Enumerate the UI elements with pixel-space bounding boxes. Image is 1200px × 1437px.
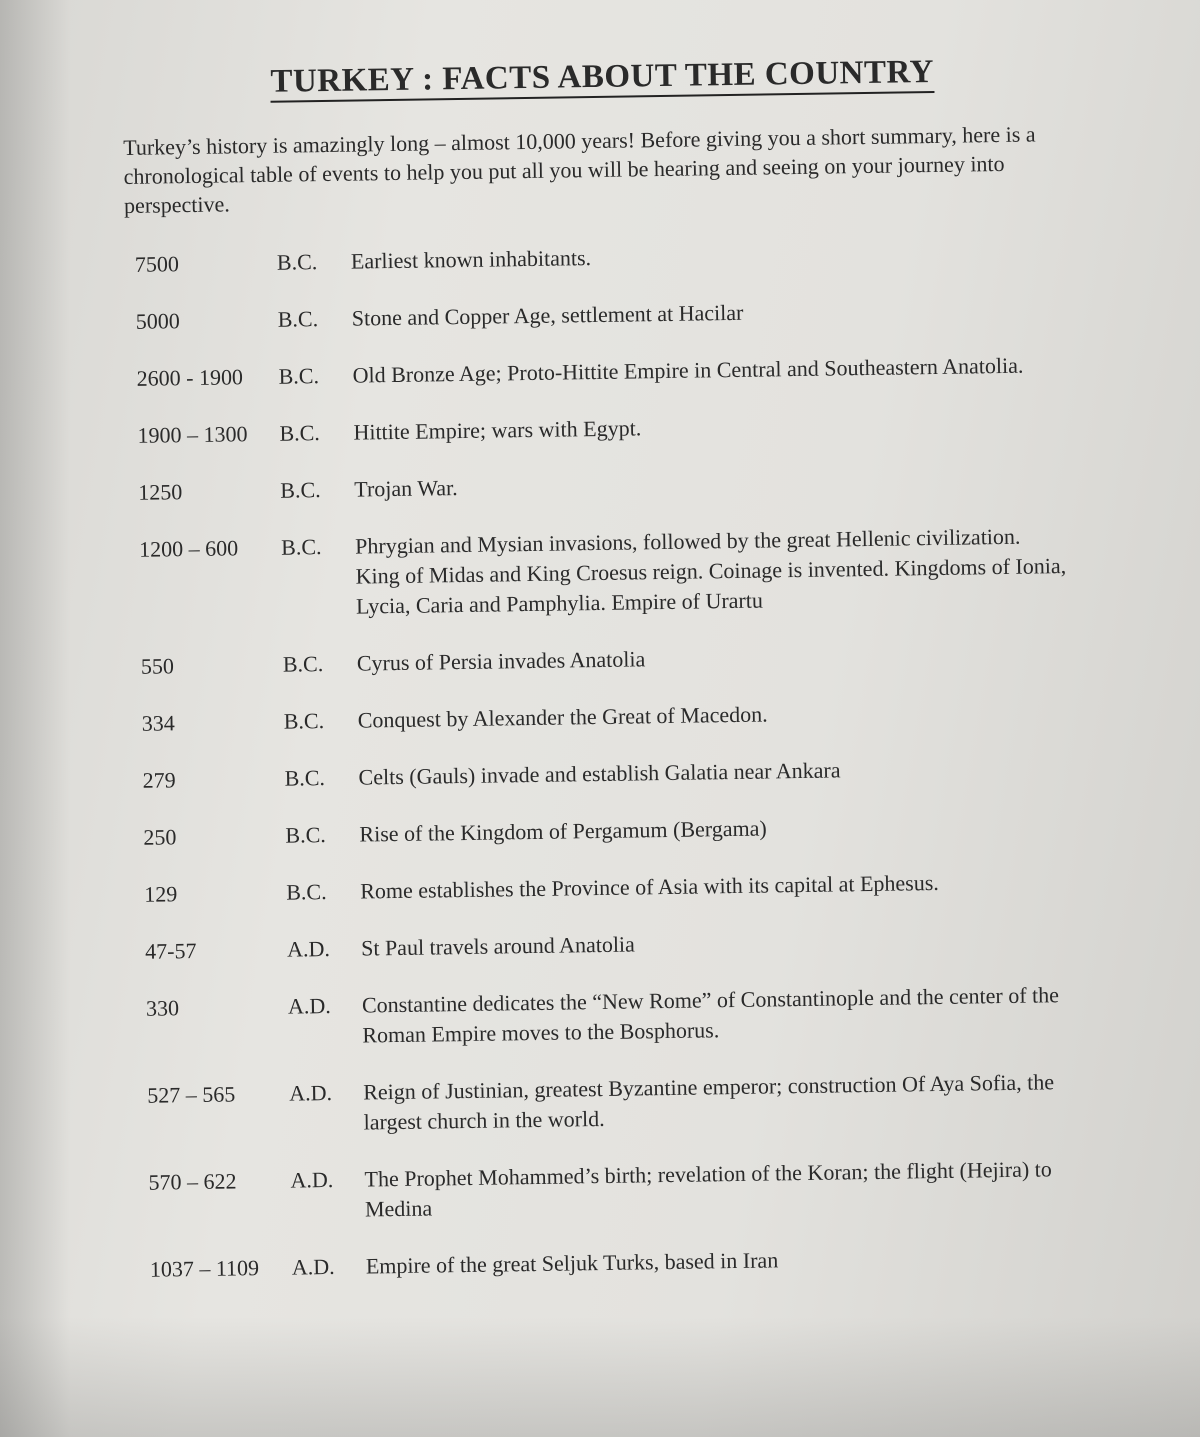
- chronology-row: [135, 923, 1075, 967]
- chronology-row: [133, 809, 1073, 853]
- page-title: [222, 53, 982, 101]
- event-era: B.C.: [285, 822, 326, 848]
- event-era: B.C.: [280, 477, 321, 503]
- event-year: 1900 – 1300: [137, 421, 248, 448]
- event-era: B.C.: [286, 879, 327, 905]
- chronology-row: [128, 464, 1068, 508]
- event-description: Rome establishes the Province of Asia with its capital at Ephesus.: [360, 869, 940, 904]
- chronology-row: [134, 866, 1074, 910]
- event-era: B.C.: [278, 363, 320, 389]
- event-description: St Paul travels around Anatolia: [360, 931, 636, 961]
- event-year: 47-57: [144, 937, 197, 964]
- event-year: 570 – 622: [148, 1168, 237, 1195]
- event-description: Trojan War.: [354, 475, 458, 502]
- page-title-text: TURKEY : FACTS ABOUT THE COUNTRY: [270, 54, 934, 103]
- event-description: Celts (Gauls) invade and establish Galatia near Ankara: [358, 757, 841, 790]
- event-year: 250: [143, 824, 177, 850]
- event-year: 7500: [134, 251, 180, 277]
- event-description: Phrygian and Mysian invasions, followed by the great Hellenic civilization. King of Midas and King Croesus reign. Coinage is invented. Kingdoms of Ionia, Lycia, Caria and Pamphylia. Empire of Urartu: [354, 523, 1067, 619]
- event-era: B.C.: [284, 765, 326, 791]
- event-year: 1200 – 600: [138, 535, 239, 562]
- event-era: B.C.: [277, 306, 319, 332]
- chronology-row: [127, 407, 1067, 451]
- event-description: Rise of the Kingdom of Pergamum (Bergama): [359, 815, 767, 847]
- chronology-row: [132, 752, 1072, 796]
- chronology-row: [126, 350, 1066, 394]
- chronology-row: [125, 236, 1065, 280]
- event-era: A.D.: [291, 1253, 335, 1280]
- page-content: [122, 52, 1080, 1312]
- chronology-row: [129, 521, 1070, 625]
- chronology-table: [125, 236, 1080, 1285]
- event-description: Conquest by Alexander the Great of Macedon.: [357, 701, 768, 733]
- event-description: Reign of Justinian, greatest Byzantine emperor; construction Of Aya Sofia, the largest church in the world.: [363, 1069, 1055, 1135]
- event-year: 129: [144, 881, 178, 907]
- page-shadow-bottom: [0, 1317, 1200, 1437]
- event-description: Empire of the great Seljuk Turks, based in Iran: [365, 1247, 779, 1279]
- chronology-row: [136, 980, 1077, 1054]
- chronology-row: [140, 1241, 1080, 1285]
- event-description: Earliest known inhabitants.: [350, 245, 592, 274]
- event-era: A.D.: [286, 936, 331, 962]
- event-year: 1250: [138, 479, 183, 505]
- event-era: B.C.: [282, 651, 324, 677]
- event-year: 2600 - 1900: [136, 364, 244, 391]
- event-era: A.D.: [289, 1079, 333, 1106]
- event-year: 330: [145, 995, 180, 1021]
- chronology-row: [138, 1154, 1079, 1228]
- event-year: 5000: [135, 308, 180, 334]
- event-era: B.C.: [276, 249, 318, 275]
- chronology-row: [132, 695, 1072, 739]
- event-description: Constantine dedicates the “New Rome” of Constantinople and the center of the Roman Empire moves to the Bosphorus.: [361, 982, 1060, 1048]
- chronology-row: [137, 1067, 1078, 1141]
- chronology-row: [131, 638, 1071, 682]
- page-shadow-left: [0, 0, 70, 1437]
- event-description: Stone and Copper Age, settlement at Hacilar: [351, 299, 744, 331]
- event-description: The Prophet Mohammed’s birth; revelation of the Koran; the flight (Hejira) to Medina: [364, 1156, 1052, 1222]
- event-era: B.C.: [279, 420, 321, 446]
- event-year: 279: [142, 767, 176, 793]
- event-year: 550: [140, 653, 175, 679]
- event-year: 527 – 565: [147, 1081, 236, 1108]
- chronology-row: [126, 293, 1066, 337]
- event-year: 334: [141, 710, 175, 736]
- event-era: B.C.: [283, 708, 325, 734]
- event-description: Hittite Empire; wars with Egypt.: [353, 415, 642, 445]
- event-description: Old Bronze Age; Proto-Hittite Empire in Central and Southeastern Anatolia.: [352, 352, 1024, 388]
- event-description: Cyrus of Persia invades Anatolia: [356, 646, 646, 676]
- event-era: A.D.: [290, 1166, 334, 1193]
- event-era: B.C.: [280, 534, 322, 560]
- event-year: 1037 – 1109: [149, 1255, 260, 1282]
- intro-paragraph: Turkey’s history is amazingly long – almost 10,000 years! Before giving you a short summary, here is a chronological table of events to help you put all you will be hearing and seeing on your journey into perspective.: [123, 121, 1036, 218]
- event-era: A.D.: [287, 993, 331, 1019]
